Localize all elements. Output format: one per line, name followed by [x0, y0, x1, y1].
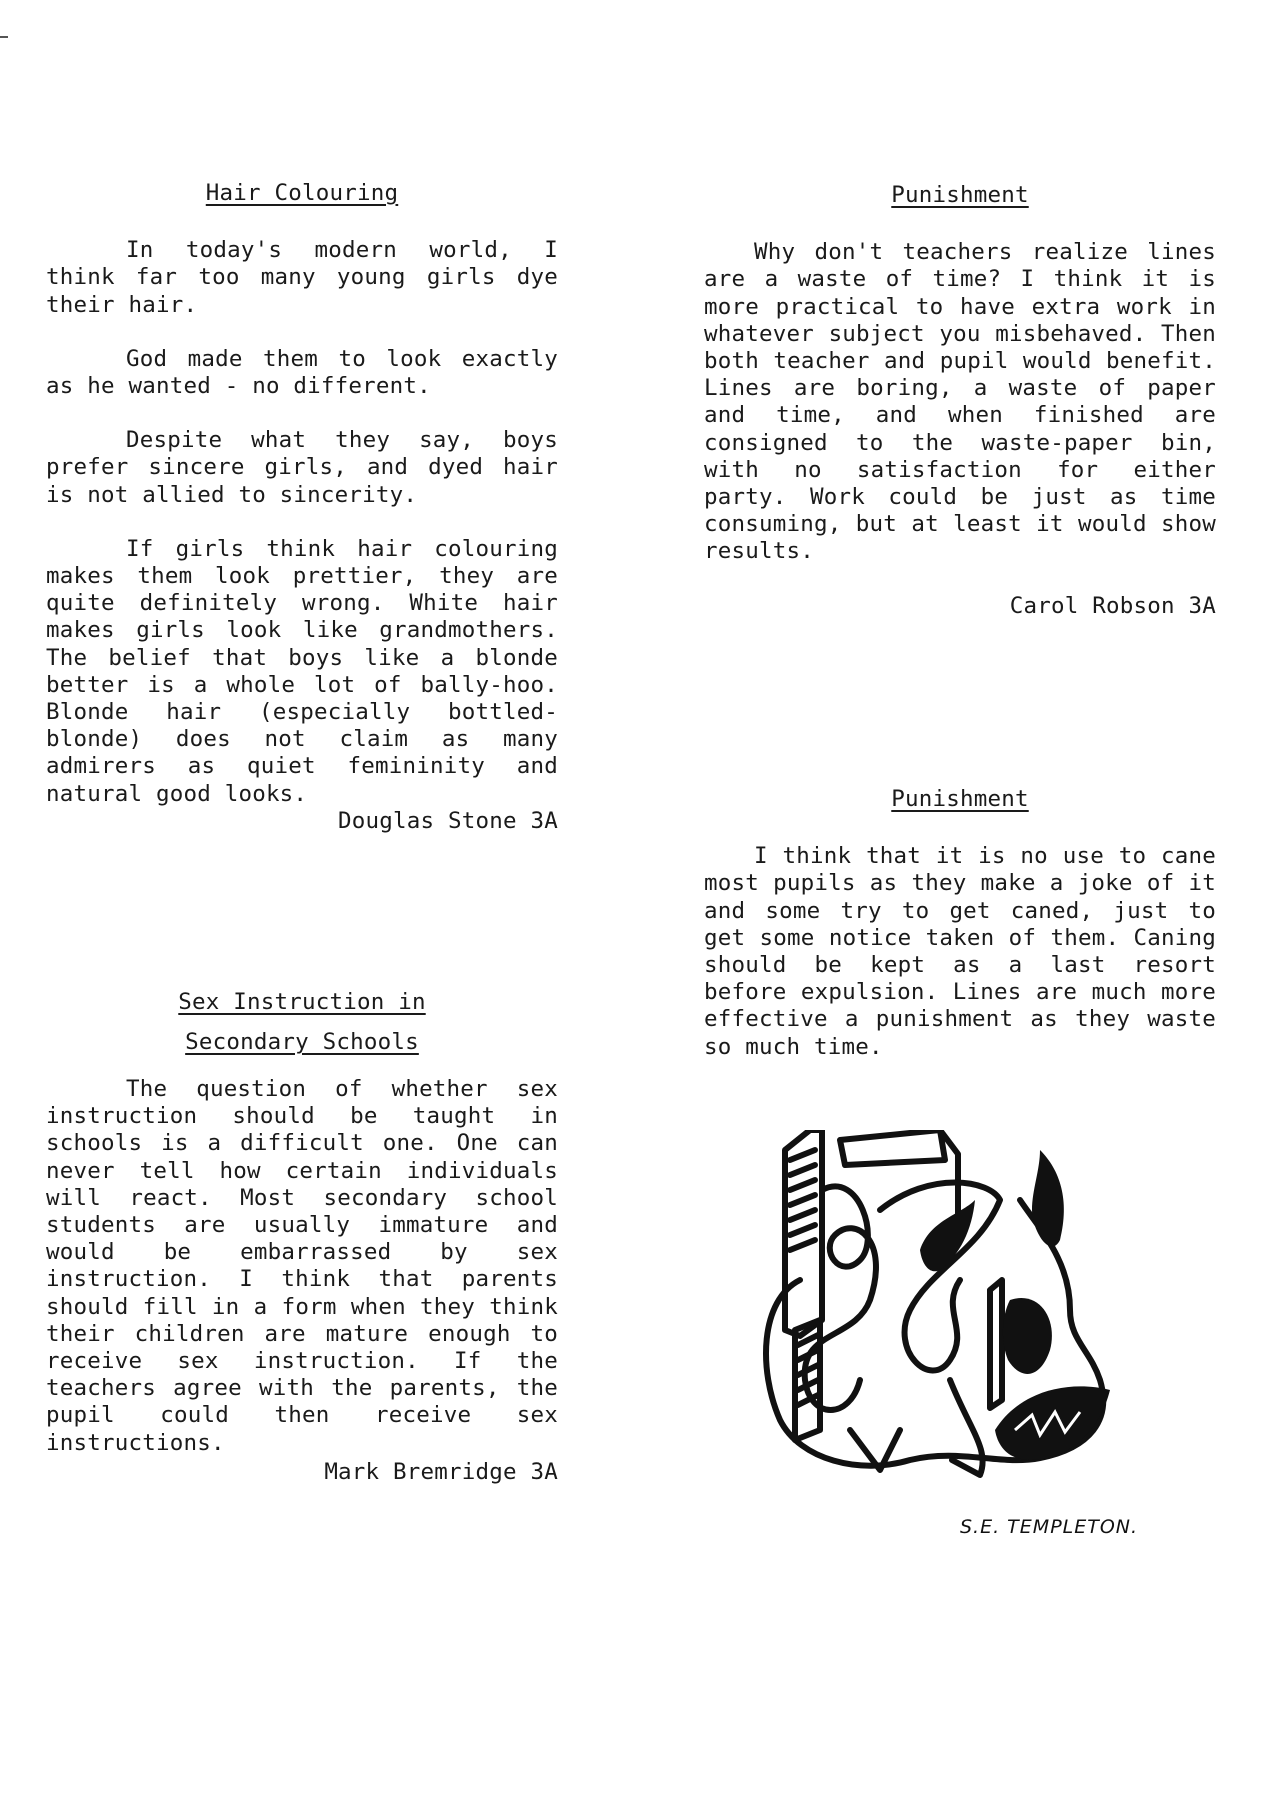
hair-author: Douglas Stone 3A	[338, 807, 558, 834]
sex-instruction-paragraph: The question of whether sex instruction should be taught in schools is a difficult one. One can never tell how certain individuals will react. Most secondary school students are usually immature and would be embarrassed by sex instruction. I think that parents should fill in a form when they think their children are mature enough to receive sex instruction. If the teachers agree with the parents, the pupil could then receive sex instructions.	[46, 1076, 558, 1456]
punishment-author-1: Carol Robson 3A	[1009, 592, 1216, 619]
sex-instruction-article	[46, 982, 558, 1486]
artist-signature: S.E. TEMPLETON.	[960, 1516, 1139, 1538]
hair-paragraph-3: Despite what they say, boys prefer sincere girls, and dyed hair is not allied to sincerity.	[46, 427, 558, 508]
punishment-paragraph-2: I think that it is no use to cane most pupils as they make a joke of it and some try to get caned, just to get some notice taken of them. Caning should be kept as a last resort before expulsion. Lines are much more effective a punishment as they waste so much time.	[704, 843, 1216, 1060]
sex-instruction-title-line2: Secondary Schools	[185, 1029, 419, 1055]
punishment-article-2	[704, 786, 1216, 1061]
punishment-title-1: Punishment	[891, 182, 1029, 208]
sex-instruction-title-line1: Sex Instruction in	[178, 989, 426, 1015]
page-edge-mark	[0, 36, 8, 38]
hair-colouring-article	[46, 180, 558, 835]
hair-colouring-title: Hair Colouring	[205, 180, 399, 206]
punishment-title-2: Punishment	[891, 786, 1029, 812]
punishment-paragraph-1: Why don't teachers realize lines are a waste of time? I think it is more practical to have extra work in whatever subject you misbehaved. Then both teacher and pupil would benefit. Lines are boring, a waste of paper and time, and when finished are consigned to the waste-paper bin, with no satisfaction for either party. Work could be just as time consuming, but at least it would show results.	[704, 239, 1216, 565]
sex-instruction-author: Mark Bremridge 3A	[324, 1458, 558, 1485]
hair-paragraph-4: If girls think hair colouring makes them look prettier, they are quite definitely wrong. White hair makes girls look like grandmothers. The belief that boys like a blonde better is a whole lot of bally-hoo. Blonde hair (especially bottled-blonde) does not claim as many admirers as quiet femininity and natural good looks.	[46, 535, 558, 807]
hair-paragraph-2: God made them to look exactly as he wanted - no different.	[46, 345, 558, 400]
hair-paragraph-1: In today's modern world, I think far too many young girls dye their hair.	[46, 237, 558, 318]
punishment-article-1	[704, 182, 1216, 620]
abstract-ink-drawing	[740, 1130, 1140, 1500]
